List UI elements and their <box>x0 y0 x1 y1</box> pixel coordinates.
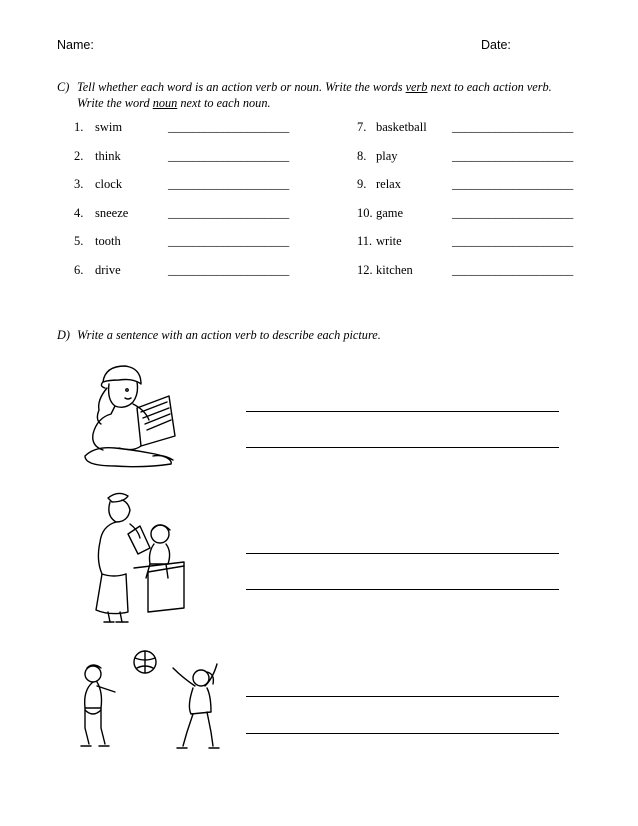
item-word: think <box>95 149 121 163</box>
section-d-instruction: Write a sentence with an action verb to describe each picture. <box>77 328 381 342</box>
noun-keyword: noun <box>152 96 178 110</box>
item-word: drive <box>95 263 121 277</box>
item-number: 6. <box>74 263 84 277</box>
answer-blank[interactable]: ____________________ <box>168 263 290 277</box>
sentence-line[interactable] <box>246 733 559 734</box>
item-word: sneeze <box>95 206 129 220</box>
answer-blank[interactable]: ____________________ <box>168 234 290 248</box>
answer-blank[interactable]: ____________________ <box>452 206 574 220</box>
section-c-letter: C) <box>57 80 70 94</box>
item-number: 3. <box>74 177 84 191</box>
answer-blank[interactable]: ____________________ <box>168 206 290 220</box>
item-number: 11. <box>357 234 373 248</box>
item-number: 5. <box>74 234 84 248</box>
answer-blank[interactable]: ____________________ <box>168 177 290 191</box>
name-label: Name: <box>57 38 94 52</box>
item-word: write <box>376 234 402 248</box>
answer-blank[interactable]: ____________________ <box>168 120 290 134</box>
item-number: 8. <box>357 149 367 163</box>
answer-blank[interactable]: ____________________ <box>452 234 574 248</box>
item-number: 9. <box>357 177 367 191</box>
item-word: kitchen <box>376 263 413 277</box>
item-number: 10. <box>357 206 373 220</box>
sentence-line[interactable] <box>246 447 559 448</box>
item-word: play <box>376 149 398 163</box>
item-word: clock <box>95 177 123 191</box>
item-number: 4. <box>74 206 84 220</box>
item-number: 1. <box>74 120 84 134</box>
verb-keyword: verb <box>405 80 428 94</box>
item-word: relax <box>376 177 401 191</box>
section-c-instruction-line2: Write the word noun next to each noun. <box>77 96 271 110</box>
date-label: Date: <box>481 38 511 52</box>
children-playing-ball-illustration <box>75 648 225 758</box>
item-number: 7. <box>357 120 367 134</box>
answer-blank[interactable]: ____________________ <box>452 149 574 163</box>
nurse-helping-child-illustration <box>88 490 188 625</box>
item-number: 2. <box>74 149 84 163</box>
sentence-line[interactable] <box>246 411 559 412</box>
answer-blank[interactable]: ____________________ <box>452 177 574 191</box>
item-word: tooth <box>95 234 121 248</box>
answer-blank[interactable]: ____________________ <box>452 120 574 134</box>
item-word: swim <box>95 120 123 134</box>
sentence-line[interactable] <box>246 696 559 697</box>
sentence-line[interactable] <box>246 589 559 590</box>
girl-reading-illustration <box>75 360 185 470</box>
item-word: game <box>376 206 404 220</box>
answer-blank[interactable]: ____________________ <box>452 263 574 277</box>
answer-blank[interactable]: ____________________ <box>168 149 290 163</box>
item-word: basketball <box>376 120 427 134</box>
sentence-line[interactable] <box>246 553 559 554</box>
section-c-instruction-line1: Tell whether each word is an action verb or noun. Write the words verb next to each action verb. <box>77 80 552 94</box>
item-number: 12. <box>357 263 373 277</box>
section-d-letter: D) <box>57 328 70 342</box>
